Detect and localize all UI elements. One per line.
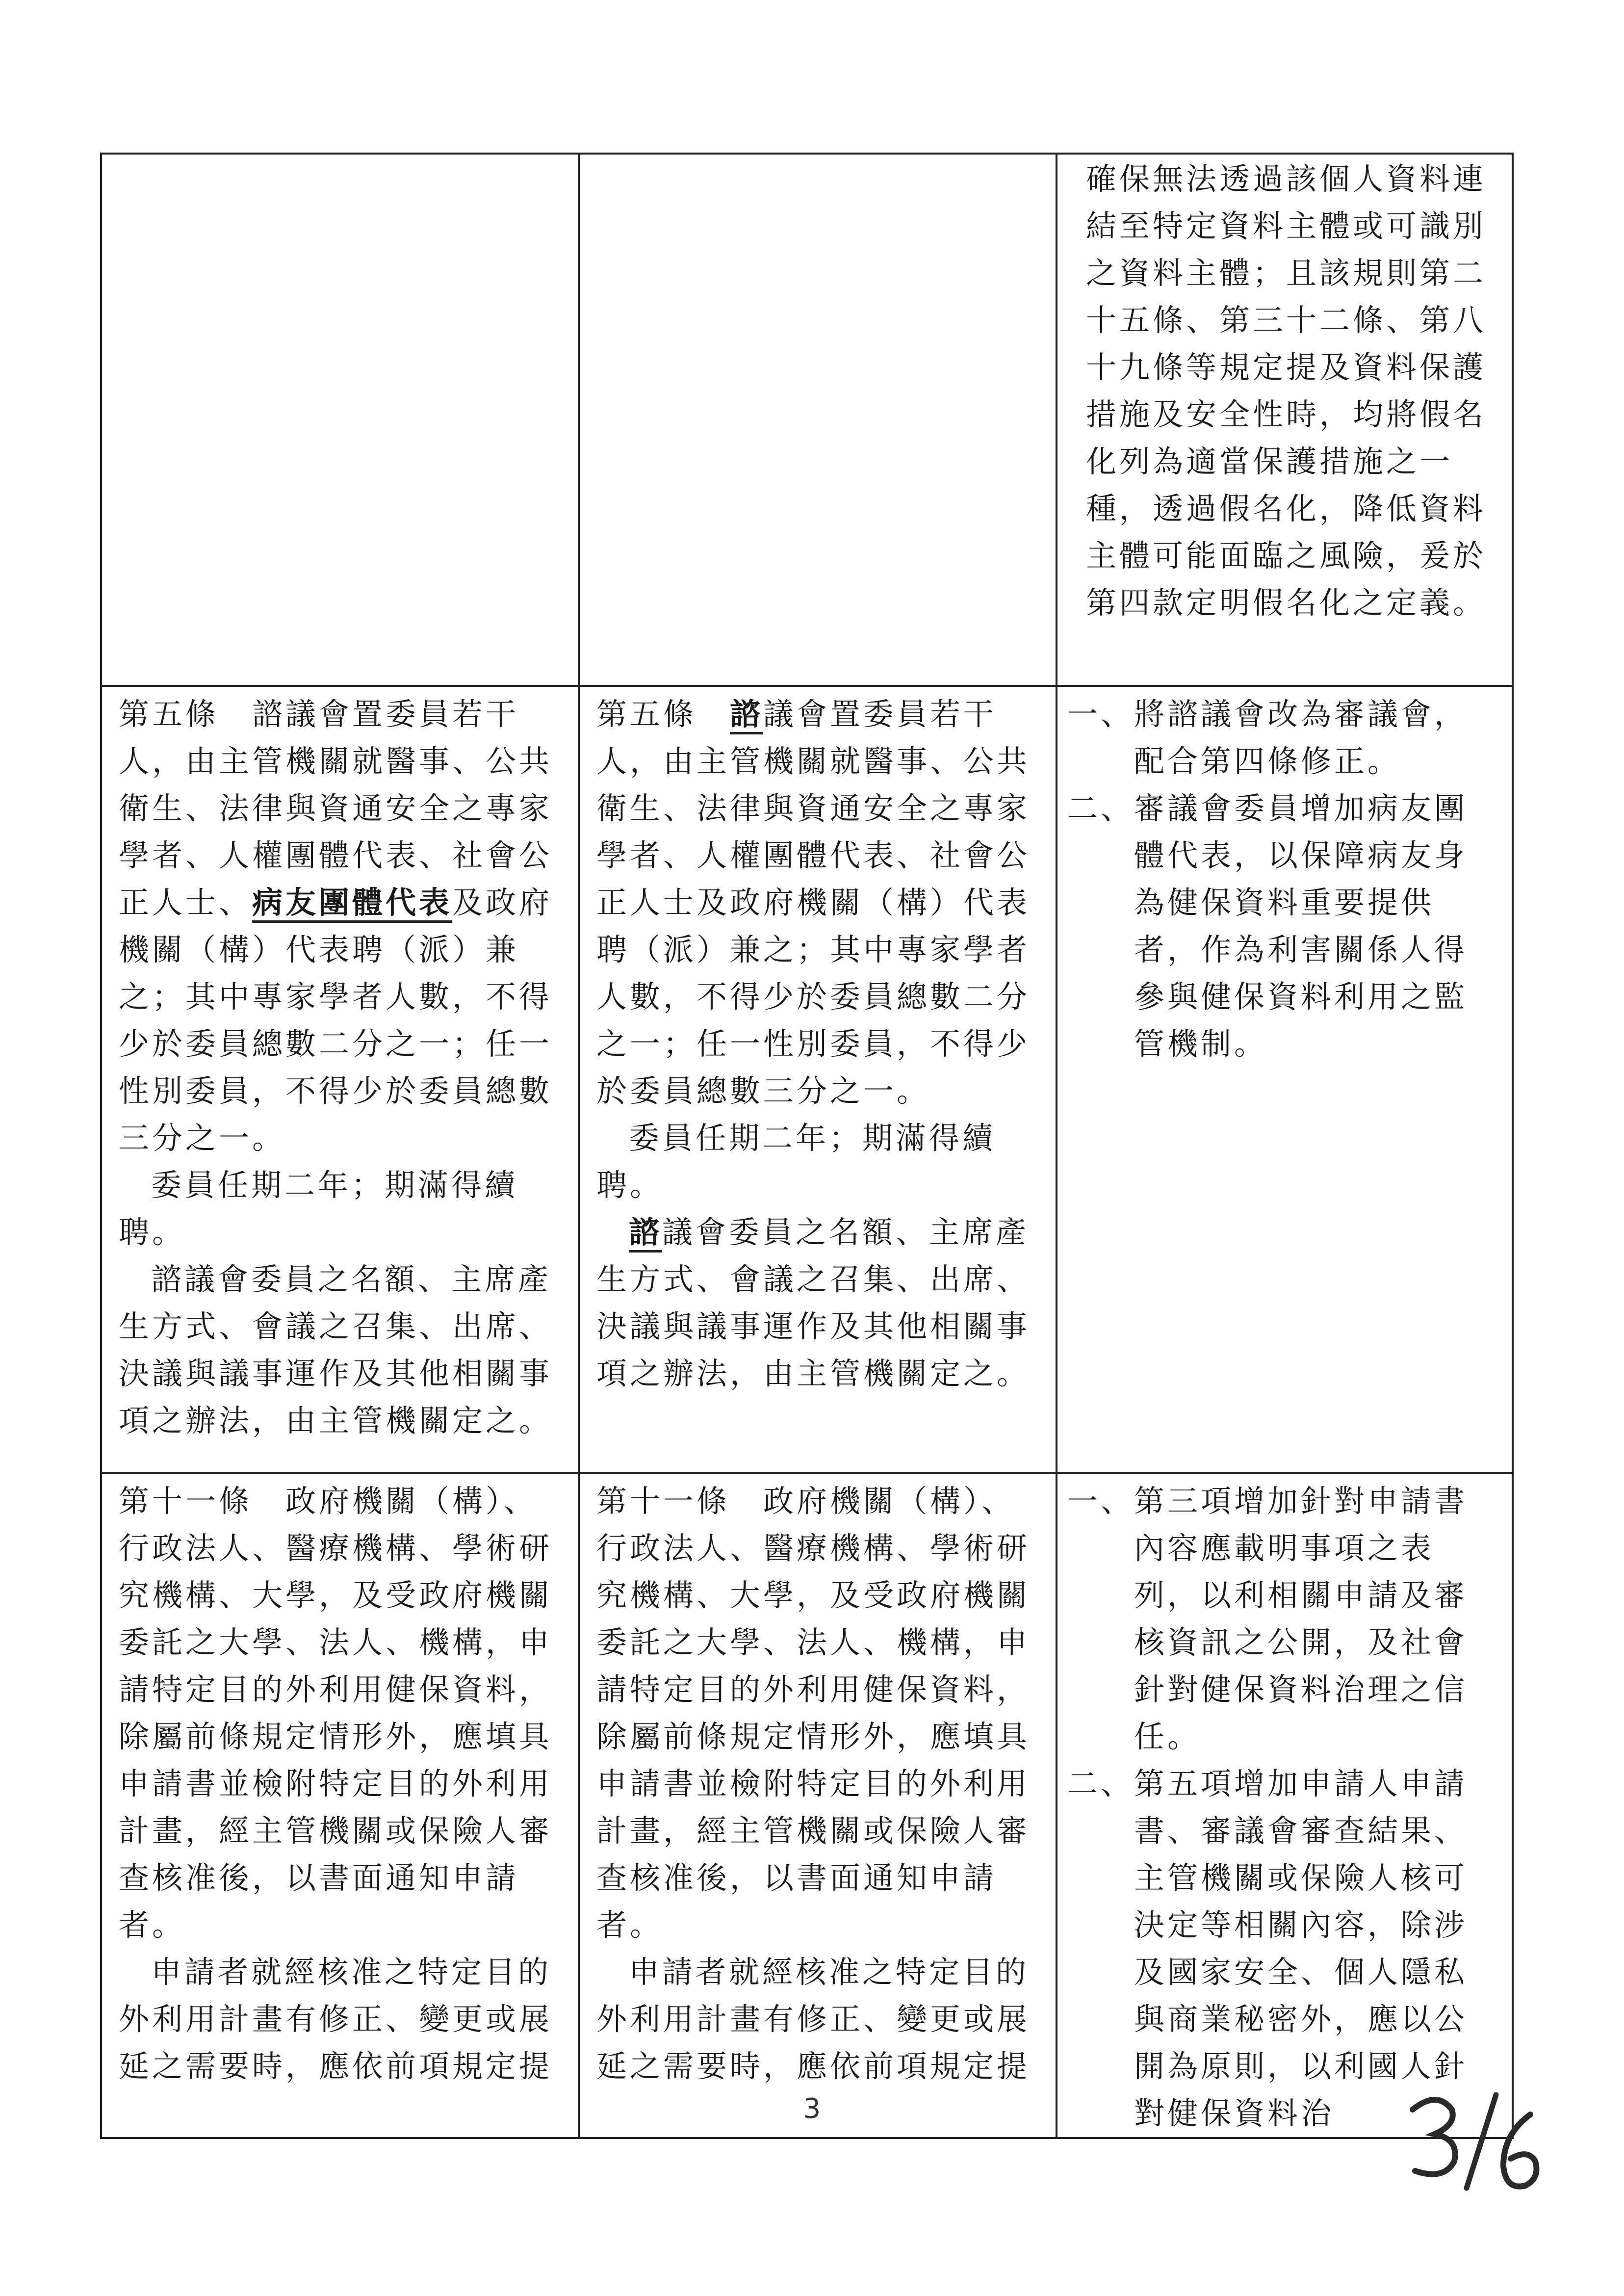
article-11-current-paragraph-2: 申請者就經核准之特定目的外利用計畫有修正、變更或展延之需要時，應依前項規定提 — [596, 1954, 1031, 2084]
page-number: 3 — [803, 2093, 821, 2125]
list-item: 二、 第五項增加申請人申請書、審議會審查結果、主管機關或保險人核可決定等相關內容，除涉及國家安全、個人隱私與商業秘密外，應以公開為原則，以利國人針對健保資料治 — [1067, 1766, 1468, 2131]
article-5-amended-paragraph-2: 委員任期二年；期滿得續聘。 — [119, 1167, 518, 1250]
underlined-term: 諮 — [629, 1214, 662, 1252]
explanation-cell — [1057, 154, 1513, 686]
handwritten-page-count-drawing — [1393, 2080, 1555, 2198]
article-5-current-paragraph-2: 委員任期二年；期滿得續聘。 — [596, 1120, 996, 1203]
amended-text-cell — [101, 1473, 579, 2138]
amended-text-cell — [101, 154, 579, 686]
table-row — [101, 154, 1513, 686]
underlined-term: 諮 — [730, 696, 763, 734]
underlined-addition: 病友團體代表 — [252, 885, 452, 923]
explanation-cell — [1057, 1473, 1513, 2138]
article-5-amended-paragraph-3: 諮議會委員之名額、主席產生方式、會議之召集、出席、決議與議事運作及其他相關事項之辦法，由主管機關定之。 — [119, 1261, 553, 1438]
comparison-table — [100, 153, 1514, 2139]
list-item: 一、 將諮議會改為審議會，配合第四條修正。 — [1067, 696, 1468, 779]
article-5-amended-paragraph-1: 第五條 諮議會置委員若干人，由主管機關就醫事、公共衛生、法律與資通安全之專家學者、人權團體代表、社會公正人士、病友團體代表及政府機關（構）代表聘（派）兼之；其中專家學者人數，不得少於委員總數二分之一；任一性別委員，不得少於委員總數三分之一。 — [119, 696, 553, 1156]
explanation-text: 確保無法透過該個人資料連結至特定資料主體或可識別之資料主體；且該規則第二十五條、第三十二條、第八十九條等規定提及資料保護措施及安全性時，均將假名化列為適當保護措施之一種，透過假名化，降低資料主體可能面臨之風險，爰於第四款定明假名化之定義。 — [1086, 161, 1487, 621]
amended-text-cell — [101, 686, 579, 1473]
article-5-current-paragraph-1: 第五條 諮議會置委員若干人，由主管機關就醫事、公共衛生、法律與資通安全之專家學者、人權團體代表、社會公正人士及政府機關（構）代表聘（派）兼之；其中專家學者人數，不得少於委員總數二分之一；任一性別委員，不得少於委員總數三分之一。 — [596, 696, 1031, 1109]
article-11-amended-paragraph-1: 第十一條 政府機關（構）、行政法人、醫療機構、學術研究機構、大學，及受政府機關委託之大學、法人、機構，申請特定目的外利用健保資料，除屬前條規定情形外，應填具申請書並檢附特定目的外利用計畫，經主管機關或保險人審查核准後，以書面通知申請者。 — [119, 1483, 553, 1943]
list-item: 一、 第三項增加針對申請書內容應載明事項之表列，以利相關申請及審核資訊之公開，及社會針對健保資料治理之信任。 — [1067, 1483, 1468, 1754]
article-11-amended-paragraph-2: 申請者就經核准之特定目的外利用計畫有修正、變更或展延之需要時，應依前項規定提 — [119, 1954, 553, 2084]
article-5-current-paragraph-3: 諮議會委員之名額、主席產生方式、會議之召集、出席、決議與議事運作及其他相關事項之辦法，由主管機關定之。 — [596, 1214, 1031, 1391]
current-text-cell — [579, 154, 1057, 686]
table-row — [101, 1473, 1513, 2138]
handwritten-page-count — [1393, 2080, 1555, 2198]
list-item: 二、 審議會委員增加病友團體代表，以保障病友身為健保資料重要提供者，作為利害關係人得參與健保資料利用之監管機制。 — [1067, 790, 1468, 1062]
current-text-cell — [579, 686, 1057, 1473]
current-text-cell — [579, 1473, 1057, 2138]
article-11-current-paragraph-1: 第十一條 政府機關（構）、行政法人、醫療機構、學術研究機構、大學，及受政府機關委託之大學、法人、機構，申請特定目的外利用健保資料，除屬前條規定情形外，應填具申請書並檢附特定目的外利用計畫，經主管機關或保險人審查核准後，以書面通知申請者。 — [596, 1483, 1031, 1943]
table-row — [101, 686, 1513, 1473]
explanation-cell — [1057, 686, 1513, 1473]
